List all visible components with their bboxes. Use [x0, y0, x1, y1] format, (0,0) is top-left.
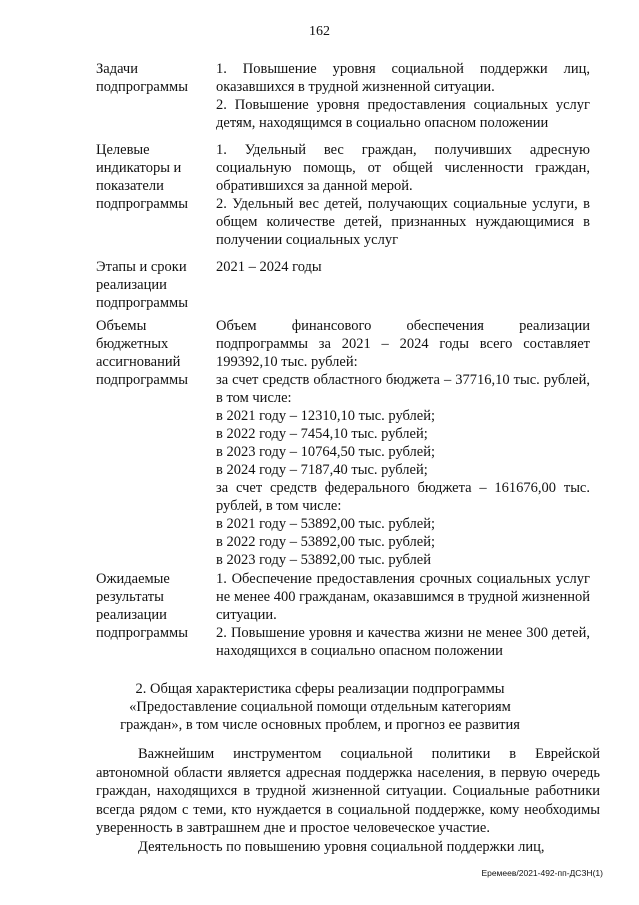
row-label-tasks: Задачи подпрограммы [96, 61, 188, 95]
heading-line: граждан», в том числе основных проблем, и прогноз ее развития [120, 717, 520, 733]
row-value-tasks [216, 60, 590, 132]
row-value-stages [216, 258, 590, 276]
row-line: 2. Повышение уровня и качества жизни не менее 300 детей, находящихся в социально опасном положении [216, 625, 590, 659]
row-line: за счет средств областного бюджета – 37716,10 тыс. рублей, в том числе: [216, 372, 590, 406]
row-line: в 2022 году – 7454,10 тыс. рублей; [216, 426, 428, 442]
body-text [96, 745, 600, 856]
row-line: 1. Удельный вес граждан, получивших адресную социальную помощь, от общей численности граждан, обратившихся за данной мерой. [216, 142, 590, 194]
row-line: в 2022 году – 53892,00 тыс. рублей; [216, 534, 436, 550]
row-line: в 2021 году – 53892,00 тыс. рублей; [216, 516, 436, 532]
row-line: в 2023 году – 10764,50 тыс. рублей; [216, 444, 436, 460]
row-label-budget: Объемы бюджетных ассигнований подпрограммы [96, 318, 188, 388]
row-value-indicators [216, 141, 590, 249]
heading-line: «Предоставление социальной помощи отдельным категориям [129, 699, 511, 715]
page-number: 162 [309, 24, 330, 39]
row-line: в 2021 году – 12310,10 тыс. рублей; [216, 408, 436, 424]
row-value-results [216, 570, 590, 660]
row-value-budget [216, 317, 590, 569]
row-line: 1. Обеспечение предоставления срочных социальных услуг не менее 400 гражданам, оказавшимся в трудной жизненной ситуации. [216, 571, 590, 623]
row-line: Объем финансового обеспечения реализации подпрограммы за 2021 – 2024 годы всего составляет 199392,10 тыс. рублей: [216, 318, 590, 370]
row-line: 2. Повышение уровня предоставления социальных услуг детям, находящимся в социально опасном положении [216, 97, 590, 131]
heading-line: 2. Общая характеристика сферы реализации подпрограммы [135, 681, 505, 697]
row-label-stages: Этапы и сроки реализации подпрограммы [96, 259, 188, 311]
row-label-indicators: Целевые индикаторы и показатели подпрограммы [96, 142, 188, 212]
footer-document-code: Еремеев/2021-492-пп-ДСЗН(1) [481, 868, 603, 878]
paragraph: Важнейшим инструментом социальной политики в Еврейской автономной области является адресная поддержка населения, в первую очередь граждан, находящихся в трудной жизненной ситуации. Социальные работники всегда рядом с теми, кто нуждается в социальной поддержке, кому необходимы уверенность в завтрашнем дне и простое человеческое участие. [96, 746, 600, 836]
row-line: 2. Удельный вес детей, получающих социальные услуги, в общем количестве детей, признанных нуждающимися в получении социальных услуг [216, 196, 590, 248]
section-heading [90, 680, 550, 734]
row-line: 1. Повышение уровня социальной поддержки лиц, оказавшихся в трудной жизненной ситуации. [216, 61, 590, 95]
row-line: за счет средств федерального бюджета – 161676,00 тыс. рублей, в том числе: [216, 480, 590, 514]
paragraph: Деятельность по повышению уровня социальной поддержки лиц, [138, 838, 545, 855]
row-line: в 2024 году – 7187,40 тыс. рублей; [216, 462, 428, 478]
row-label-results: Ожидаемые результаты реализации подпрограммы [96, 571, 188, 641]
row-line: в 2023 году – 53892,00 тыс. рублей [216, 552, 431, 568]
row-line: 2021 – 2024 годы [216, 259, 322, 275]
